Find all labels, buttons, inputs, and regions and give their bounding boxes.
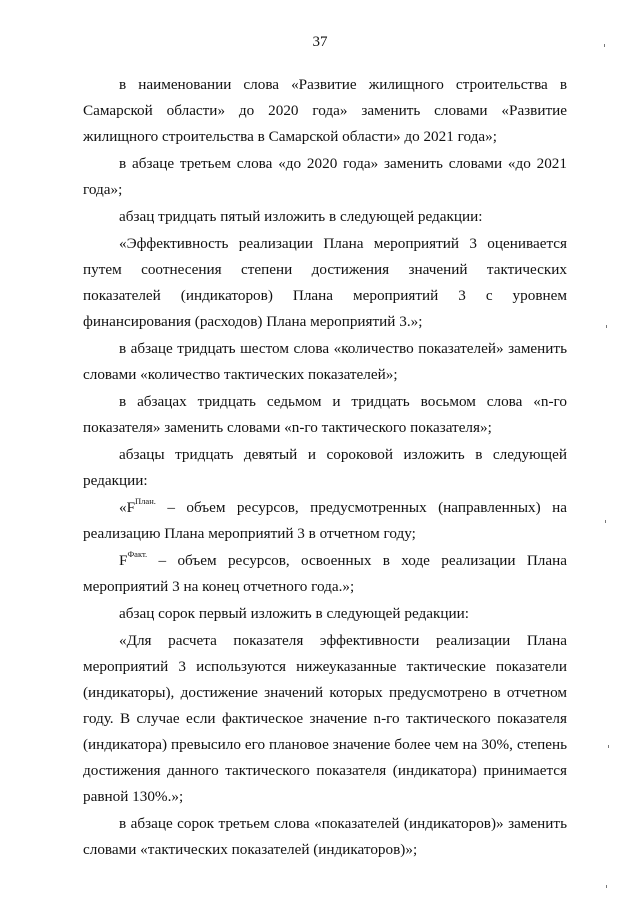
paragraph: абзацы тридцать девятый и сороковой изложить в следующей редакции:	[83, 446, 567, 489]
paragraph: «Для расчета показателя эффективности реализации Плана мероприятий 3 используются нижеуказанные тактические показатели (индикаторы), достижение значений которых предусмотрено в отчетном году. В случае если фактическое значение n-го тактического показателя (индикатора) превысило его плановое значение более чем на 30%, степень достижения данного тактического показателя (индикатора) принимается равной 130%.»;	[83, 632, 567, 805]
paragraph: в абзаце сорок третьем слова «показателей (индикаторов)» заменить словами «тактических показателей (индикаторов)»;	[83, 815, 567, 858]
formula-superscript: Факт.	[127, 549, 148, 559]
paragraph: абзац сорок первый изложить в следующей редакции:	[119, 605, 469, 622]
page-number: 37	[312, 34, 328, 50]
scan-speck	[606, 885, 607, 888]
scan-speck	[608, 745, 609, 748]
paragraph: в абзацах тридцать седьмом и тридцать восьмом слова «n-го показателя» заменить словами «n-го тактического показателя»;	[83, 393, 567, 436]
formula-symbol: «F	[119, 499, 136, 516]
paragraph: в абзаце третьем слова «до 2020 года» заменить словами «до 2021 года»;	[83, 155, 567, 198]
paragraph: в наименовании слова «Развитие жилищного строительства в Самарской области» до 2020 года» заменить словами «Развитие жилищного строительства в Самарской области» до 2021 года»;	[83, 76, 567, 145]
document-body	[83, 72, 567, 864]
formula-f-plan-paragraph	[83, 495, 567, 547]
formula-superscript: План.	[135, 496, 156, 506]
formula-description: – объем ресурсов, освоенных в ходе реализации Плана мероприятий 3 на конец отчетного года.»;	[83, 552, 567, 595]
scan-speck	[605, 520, 606, 523]
formula-symbol: F	[119, 552, 128, 569]
scan-speck	[604, 44, 605, 47]
paragraph: в абзаце тридцать шестом слова «количество показателей» заменить словами «количество тактических показателей»;	[83, 340, 567, 383]
scan-speck	[606, 325, 607, 328]
formula-f-fact-paragraph	[83, 548, 567, 600]
paragraph: абзац тридцать пятый изложить в следующей редакции:	[119, 208, 483, 225]
paragraph: «Эффективность реализации Плана мероприятий 3 оценивается путем соотнесения степени достижения значений тактических показателей (индикаторов) Плана мероприятий 3 с уровнем финансирования (расходов) Плана мероприятий 3.»;	[83, 235, 567, 330]
formula-description: – объем ресурсов, предусмотренных (направленных) на реализацию Плана мероприятий 3 в отчетном году;	[83, 499, 567, 542]
